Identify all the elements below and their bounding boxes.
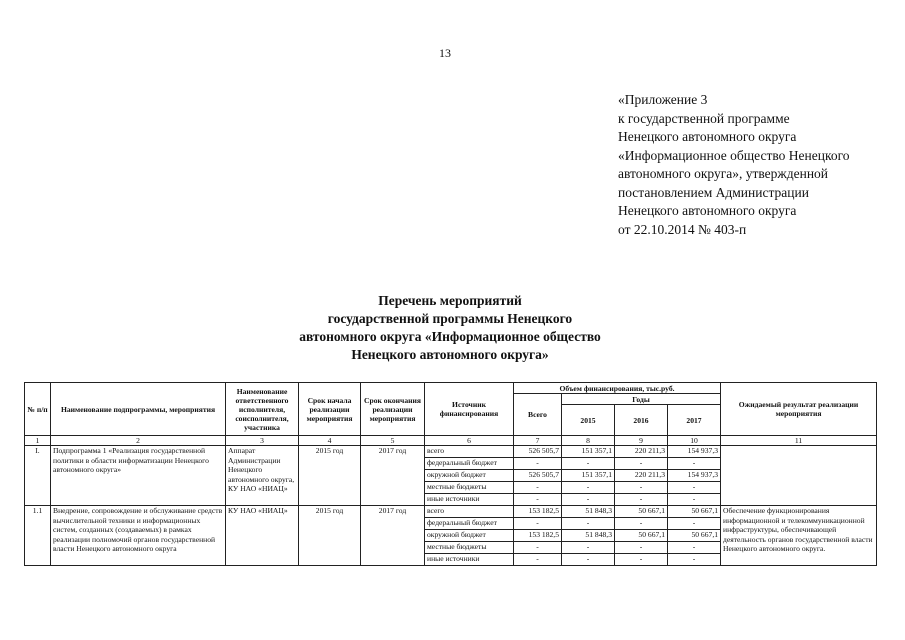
appendix-line: Ненецкого автономного округа — [618, 203, 797, 218]
column-number: 4 — [299, 436, 361, 446]
measures-table — [24, 382, 877, 566]
appendix-line: постановлением Администрации — [618, 184, 809, 200]
column-number: 1 — [25, 436, 51, 446]
funding-y2016: 220 211,3 — [615, 446, 668, 458]
funding-y2017: 50 667,1 — [668, 506, 721, 518]
funding-total: 526 505,7 — [514, 446, 562, 458]
header-end: Срок окончания реализации мероприятия — [361, 383, 425, 436]
page-number: 13 — [439, 46, 451, 60]
funding-source: федеральный бюджет — [425, 458, 514, 470]
header-start: Срок начала реализации мероприятия — [299, 383, 361, 436]
measure-end: 2017 год — [361, 446, 425, 506]
column-number: 6 — [425, 436, 514, 446]
measure-end: 2017 год — [361, 506, 425, 566]
appendix-line: от 22.10.2014 № 403-п — [618, 221, 747, 237]
funding-y2017: - — [668, 542, 721, 554]
measure-start: 2015 год — [299, 506, 361, 566]
funding-total: - — [514, 458, 562, 470]
funding-y2015: 151 357,1 — [562, 470, 615, 482]
measure-executor: КУ НАО «НИАЦ» — [226, 506, 299, 566]
column-numbers-row — [25, 436, 877, 446]
funding-y2017: - — [668, 494, 721, 506]
column-number: 10 — [668, 436, 721, 446]
funding-total: 526 505,7 — [514, 470, 562, 482]
funding-y2017: 154 937,3 — [668, 470, 721, 482]
header-num: № п/п — [25, 383, 51, 436]
measure-name: Внедрение, сопровождение и обслуживание средств вычислительной техники и информационных систем, созданных (создаваемых) в рамках реализации полномочий органов государственной власти Ненецкого автономного округа — [51, 506, 226, 566]
funding-y2016: 50 667,1 — [615, 530, 668, 542]
funding-source: иные источники — [425, 494, 514, 506]
document-title — [250, 292, 650, 364]
title-line: Ненецкого автономного округа» — [351, 347, 549, 362]
funding-total: - — [514, 518, 562, 530]
header-year-2016: 2016 — [615, 405, 668, 436]
funding-source: федеральный бюджет — [425, 518, 514, 530]
funding-y2016: 50 667,1 — [615, 506, 668, 518]
funding-y2017: 50 667,1 — [668, 530, 721, 542]
appendix-line: к государственной программе — [618, 110, 790, 126]
funding-y2015: 51 848,3 — [562, 530, 615, 542]
funding-total: 153 182,5 — [514, 506, 562, 518]
funding-total: - — [514, 482, 562, 494]
measure-result — [721, 446, 877, 506]
funding-y2016: - — [615, 554, 668, 566]
header-year-2017: 2017 — [668, 405, 721, 436]
funding-total: - — [514, 494, 562, 506]
funding-y2015: - — [562, 482, 615, 494]
header-year-2015: 2015 — [562, 405, 615, 436]
column-number: 3 — [226, 436, 299, 446]
funding-y2017: - — [668, 518, 721, 530]
table-row — [25, 506, 877, 518]
column-number: 7 — [514, 436, 562, 446]
appendix-line: «Информационное общество Ненецкого — [618, 147, 850, 163]
table-row — [25, 446, 877, 458]
column-number: 8 — [562, 436, 615, 446]
funding-y2016: - — [615, 494, 668, 506]
appendix-line: «Приложение 3 — [618, 92, 708, 107]
header-name: Наименование подпрограммы, мероприятия — [51, 383, 226, 436]
header-source: Источник финансирования — [425, 383, 514, 436]
column-number: 2 — [51, 436, 226, 446]
funding-y2017: - — [668, 482, 721, 494]
funding-y2015: - — [562, 494, 615, 506]
column-number: 5 — [361, 436, 425, 446]
funding-y2016: - — [615, 458, 668, 470]
funding-y2015: - — [562, 554, 615, 566]
appendix-note — [618, 91, 903, 239]
funding-y2015: 151 357,1 — [562, 446, 615, 458]
measure-name: Подпрограмма 1 «Реализация государственной политики в области информатизации Ненецкого автономного округа» — [51, 446, 226, 506]
column-number: 9 — [615, 436, 668, 446]
header-years: Годы — [562, 394, 721, 405]
funding-source: окружной бюджет — [425, 470, 514, 482]
funding-y2015: 51 848,3 — [562, 506, 615, 518]
funding-source: иные источники — [425, 554, 514, 566]
header-executor: Наименование ответственного исполнителя, соисполнителя, участника — [226, 383, 299, 436]
header-total: Всего — [514, 394, 562, 436]
title-line: Перечень мероприятий — [378, 293, 522, 308]
funding-y2016: 220 211,3 — [615, 470, 668, 482]
title-line: автономного округа «Информационное общество — [299, 329, 601, 344]
header-result: Ожидаемый результат реализации мероприятия — [721, 383, 877, 436]
column-number: 11 — [721, 436, 877, 446]
funding-y2016: - — [615, 542, 668, 554]
measure-number: I. — [25, 446, 51, 506]
appendix-line: Ненецкого автономного округа — [618, 129, 797, 144]
measure-number: 1.1 — [25, 506, 51, 566]
funding-source: всего — [425, 506, 514, 518]
header-funding: Объем финансирования, тыс.руб. — [514, 383, 721, 394]
funding-y2017: - — [668, 554, 721, 566]
funding-y2016: - — [615, 482, 668, 494]
funding-y2015: - — [562, 518, 615, 530]
funding-total: - — [514, 542, 562, 554]
title-line: государственной программы Ненецкого — [327, 311, 573, 326]
funding-y2016: - — [615, 518, 668, 530]
funding-y2015: - — [562, 458, 615, 470]
measure-result: Обеспечение функционирования информационной и телекоммуникационной инфраструктуры, обеспечивающей деятельность органов государственной власти Ненецкого автономного округа. — [721, 506, 877, 566]
funding-y2015: - — [562, 542, 615, 554]
funding-y2017: 154 937,3 — [668, 446, 721, 458]
measure-start: 2015 год — [299, 446, 361, 506]
funding-y2017: - — [668, 458, 721, 470]
measure-executor: Аппарат Администрации Ненецкого автономного округа, КУ НАО «НИАЦ» — [226, 446, 299, 506]
funding-source: местные бюджеты — [425, 482, 514, 494]
funding-source: окружной бюджет — [425, 530, 514, 542]
funding-source: местные бюджеты — [425, 542, 514, 554]
funding-source: всего — [425, 446, 514, 458]
appendix-line: автономного округа», утвержденной — [618, 166, 829, 181]
funding-total: - — [514, 554, 562, 566]
funding-total: 153 182,5 — [514, 530, 562, 542]
